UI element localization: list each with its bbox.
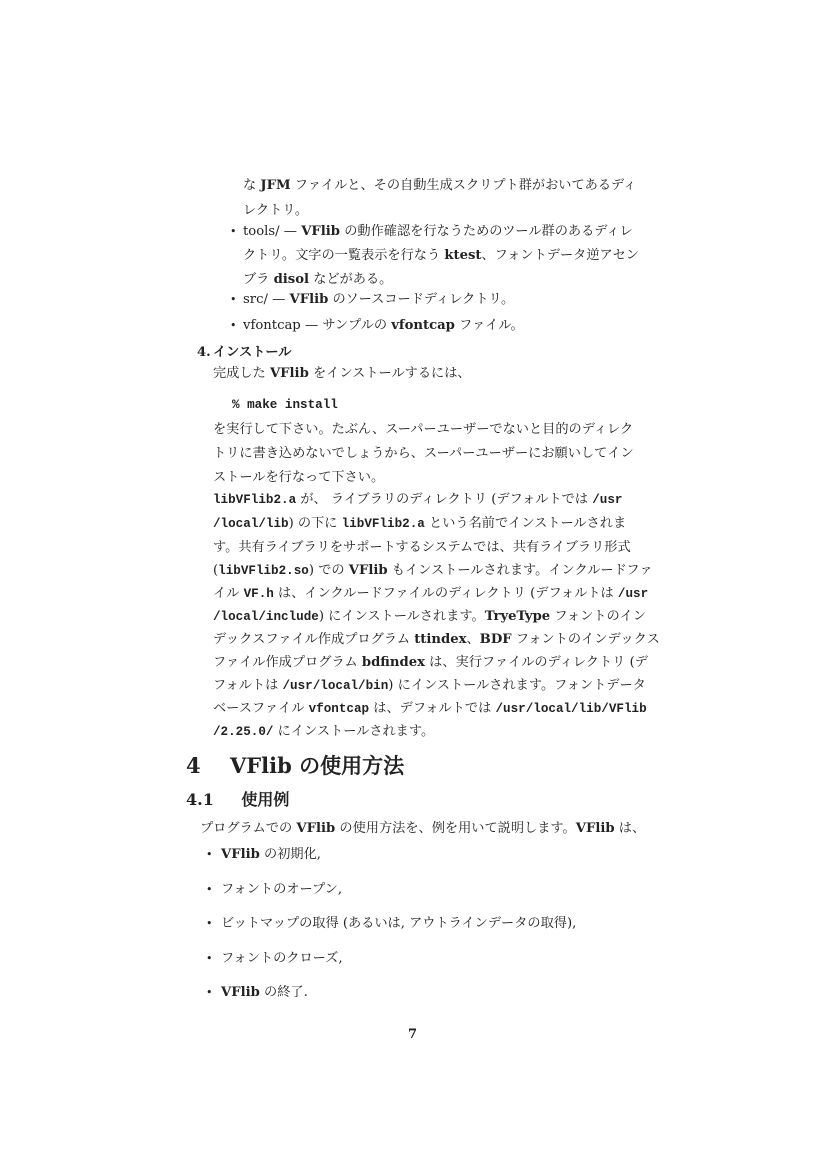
text-run: は、インクルードファイルのディレクトリ (デフォルトは (273, 586, 618, 601)
dir-list-item-src (243, 290, 514, 310)
text-run: レクトリ。 (243, 203, 309, 218)
install-paragraph-line (213, 514, 626, 534)
text-run: は、デフォルトでは (369, 701, 496, 716)
bold-text: ttindex (414, 632, 467, 647)
bold-text: VFlib (348, 563, 388, 578)
text-run: のソースコードディレクトリ。 (328, 292, 515, 307)
text-run: の初期化, (259, 847, 321, 862)
text-run: もインストールされます。インクルードファ (387, 563, 653, 578)
dir-list-continuation-line (243, 201, 308, 221)
text-run: トリに書き込めないでしょうから、スーパーユーザーにお願いしてイン (213, 446, 634, 461)
text-run: という名前でインストールされま (424, 516, 627, 531)
code-text: /2.25.0/ (213, 725, 274, 739)
text-run: デックスファイル作成プログラム (213, 632, 415, 647)
bold-text: VFlib (289, 292, 329, 307)
install-paragraph-line (213, 607, 646, 627)
text-run: フォントのクローズ, (221, 951, 343, 966)
text-run: ファイル。 (454, 318, 524, 333)
text-run: な (243, 178, 261, 193)
code-text: libVFlib2.so (218, 564, 309, 578)
install-command: % make install (232, 398, 338, 412)
dir-list-item-tools-line (243, 222, 633, 242)
dir-list-continuation-line (243, 176, 636, 196)
text-run: クトリ。文字の一覧表示を行なう (243, 248, 445, 263)
text-run: ビットマップの取得 (あるいは, アウトラインデータの取得), (221, 916, 577, 931)
bullet-icon: • (206, 883, 213, 896)
text-run: は、実行ファイルのディレクトリ (デ (424, 655, 648, 670)
bold-text: disol (273, 272, 310, 287)
code-text: /local/include (213, 610, 319, 624)
usage-step-item (221, 983, 308, 1003)
install-paragraph-line (213, 653, 648, 673)
install-paragraph-line (213, 630, 660, 650)
text-run: をインストールするには、 (308, 366, 471, 381)
section-number: 4 (186, 753, 201, 778)
install-paragraph-line (213, 676, 646, 696)
text-run: は、 (614, 821, 646, 836)
usage-step-item (221, 845, 321, 865)
text-run: フォントのインデックス (511, 632, 660, 647)
text-run: ) の下に (288, 516, 342, 531)
text-run: vfontcap — サンプルの (243, 318, 392, 333)
install-paragraph-line (213, 420, 633, 440)
bold-text: JFM (260, 178, 291, 193)
text-run: の終了. (259, 985, 308, 1000)
code-text: VF.h (243, 587, 274, 601)
bullet-icon: • (230, 319, 237, 332)
text-run: ファイル作成プログラム (213, 655, 362, 670)
install-paragraph-line (213, 538, 631, 558)
usage-step-item (221, 914, 576, 934)
bullet-icon: • (206, 986, 213, 999)
install-step-number: 4. (197, 345, 211, 360)
install-paragraph-line (213, 468, 384, 488)
text-run: tools/ — (243, 224, 302, 239)
text-run: 完成した (213, 366, 270, 381)
text-run: ) での (308, 563, 349, 578)
bold-text: VFlib (296, 821, 336, 836)
code-text: /local/lib (213, 517, 289, 531)
install-paragraph-line (213, 722, 434, 742)
bullet-icon: • (230, 225, 237, 238)
install-paragraph-line (213, 444, 634, 464)
bullet-icon: • (206, 917, 213, 930)
text-run: ファイルと、その自動生成スクリプト群がおいてあるディ (290, 178, 637, 193)
bullet-icon: • (230, 293, 237, 306)
text-run: を実行して下さい。たぶん、スーパーユーザーでないと目的のディレク (213, 422, 634, 437)
text-run: src/ — (243, 292, 290, 307)
bold-text: bdfindex (361, 655, 425, 670)
text-run: イル (213, 586, 244, 601)
code-text: /usr (617, 587, 649, 601)
install-paragraph-line (213, 699, 647, 719)
text-run: 、 (466, 632, 480, 647)
bullet-icon: • (206, 952, 213, 965)
install-paragraph-line (213, 584, 648, 604)
text-run: の動作確認を行なうためのツール群のあるディレ (340, 224, 633, 239)
text-run: ブラ (243, 272, 274, 287)
text-run: ( (213, 563, 219, 578)
usage-step-item (221, 880, 342, 900)
subsection-title: 使用例 (241, 790, 290, 809)
page-number: 7 (408, 1027, 418, 1042)
install-intro (213, 364, 471, 384)
bold-text: ktest (444, 248, 482, 263)
install-paragraph-line (213, 490, 622, 510)
bold-text: vfontcap (391, 318, 455, 333)
subsection-number: 4.1 (186, 790, 214, 809)
bold-text: TryeType (484, 609, 551, 624)
text-run: にインストールされます。 (273, 724, 435, 739)
code-text: libVFlib2.a (341, 517, 425, 531)
subsection-heading (186, 789, 289, 811)
bullet-icon: • (206, 848, 213, 861)
bold-text: VFlib (301, 224, 341, 239)
text-run: フォントのイン (550, 609, 647, 624)
text-run: ) にインストールされます。フォントデータ (388, 678, 646, 693)
text-run: ) にインストールされます。 (318, 609, 485, 624)
code-text: /usr/local/bin (282, 679, 389, 693)
bold-text: VFlib (269, 366, 309, 381)
code-text: /usr/local/lib/VFlib (495, 702, 647, 716)
usage-intro (200, 819, 645, 839)
section-heading (186, 753, 404, 779)
code-text: /usr (592, 493, 623, 507)
text-run: フォントのオープン, (221, 882, 343, 897)
code-text: vfontcap (308, 702, 370, 716)
text-run: フォルトは (213, 678, 283, 693)
dir-list-item-tools-line (243, 270, 392, 290)
dir-list-item-tools-line (243, 246, 639, 266)
text-run: プログラムでの (200, 821, 297, 836)
bold-text: VFlib (221, 847, 260, 862)
bold-text: BDF (479, 632, 512, 647)
text-run: ストールを行なって下さい。 (213, 470, 385, 485)
text-run: 、フォントデータ逆アセン (481, 248, 639, 263)
text-run: す。共有ライブラリをサポートするシステムでは、共有ライブラリ形式 (213, 540, 631, 555)
bold-text: VFlib (221, 985, 260, 1000)
bold-text: VFlib (575, 821, 615, 836)
text-run: ベースファイル (213, 701, 309, 716)
text-run: が、 ライブラリのディレクトリ (デフォルトでは (296, 492, 593, 507)
section-title: VFlib の使用方法 (229, 753, 405, 778)
code-text: libVFlib2.a (213, 493, 297, 507)
dir-list-item-vfontcap (243, 316, 524, 336)
text-run: の使用方法を、例を用いて説明します。 (335, 821, 576, 836)
text-run: などがある。 (309, 272, 393, 287)
usage-step-item (221, 949, 343, 969)
install-step-title: インストール (213, 345, 292, 360)
install-paragraph-line (213, 561, 653, 581)
